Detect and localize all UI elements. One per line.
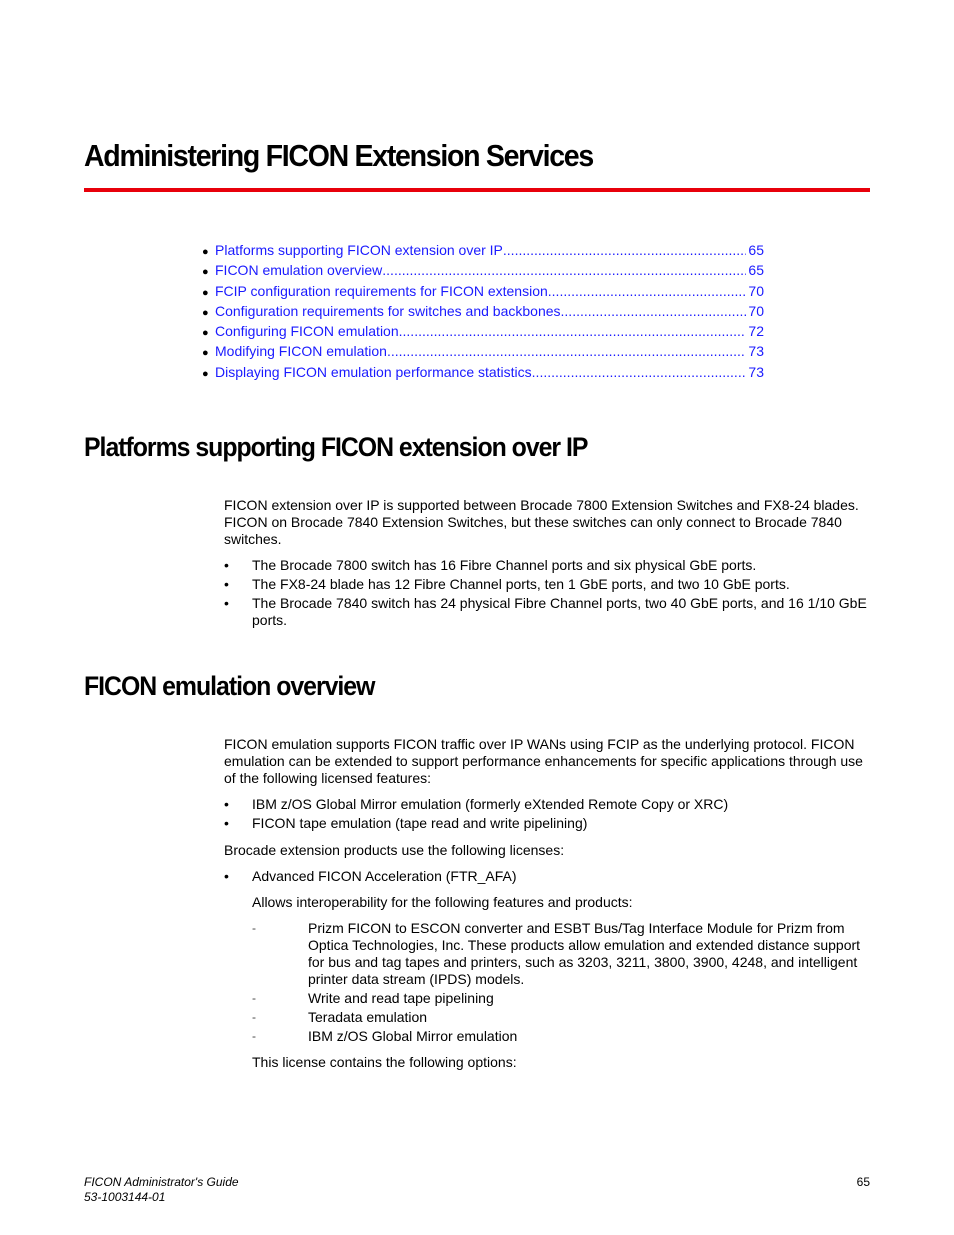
toc-bullet: ● xyxy=(202,246,209,258)
list-item-text: Teradata emulation xyxy=(308,1009,428,1025)
dash-marker: - xyxy=(252,1010,256,1024)
list-item xyxy=(224,557,870,574)
toc-entry-page[interactable]: 73 xyxy=(748,363,764,380)
footer-guide-title: FICON Administrator's Guide xyxy=(84,1175,239,1189)
list-item xyxy=(224,595,870,629)
footer-page-number: 65 xyxy=(856,1175,870,1189)
list-item-text: The Brocade 7800 switch has 16 Fibre Channel ports and six physical GbE ports. xyxy=(252,557,757,573)
list-item-text: The Brocade 7840 switch has 24 physical Fibre Channel ports, two 40 GbE ports, and 16 1/10 GbE ports. xyxy=(252,595,867,628)
toc-entry[interactable] xyxy=(202,341,764,361)
list-item xyxy=(252,1009,870,1026)
bullet-marker: • xyxy=(224,576,229,592)
page-footer xyxy=(84,1175,870,1205)
toc-entry[interactable] xyxy=(202,301,764,321)
section-title-platforms: Platforms supporting FICON extension over IP xyxy=(84,432,588,462)
toc-bullet: ● xyxy=(202,327,209,340)
section-emulation-intro: FICON emulation supports FICON traffic over IP WANs using FCIP as the underlying protocol. FICON emulation can be extended to support performance enhancements for specific applications through use of the following licensed features: xyxy=(224,736,863,786)
license-name: Advanced FICON Acceleration (FTR_AFA) xyxy=(252,868,517,884)
toc-entry-label[interactable]: Platforms supporting FICON extension over IP xyxy=(215,242,503,258)
list-item-text: IBM z/OS Global Mirror emulation (formerly eXtended Remote Copy or XRC) xyxy=(252,796,729,812)
toc-bullet: ● xyxy=(202,306,209,319)
toc-entry-page[interactable]: 73 xyxy=(748,343,764,360)
list-item xyxy=(252,1028,870,1045)
dash-marker: - xyxy=(252,921,256,935)
dash-marker: - xyxy=(252,1029,256,1043)
toc-entry[interactable] xyxy=(202,240,764,260)
footer-doc-number: 53-1003144-01 xyxy=(84,1190,166,1204)
bullet-marker: • xyxy=(224,595,229,611)
dash-marker: - xyxy=(252,991,256,1005)
list-item xyxy=(252,920,870,988)
list-item-text: Write and read tape pipelining xyxy=(308,990,494,1006)
license-description: Allows interoperability for the following features and products: xyxy=(252,894,633,910)
list-item xyxy=(224,868,870,885)
toc-entry-page[interactable]: 65 xyxy=(748,242,764,258)
toc-entry-page[interactable]: 70 xyxy=(748,282,764,299)
options-intro: This license contains the following options: xyxy=(252,1054,517,1070)
toc-entry-label[interactable]: FCIP configuration requirements for FICON extension xyxy=(215,282,548,299)
toc-bullet: ● xyxy=(202,266,209,279)
bullet-marker: • xyxy=(224,796,229,812)
toc-entry[interactable] xyxy=(202,321,764,341)
toc-entry[interactable] xyxy=(202,281,764,301)
toc-bullet: ● xyxy=(202,347,209,360)
chapter-title: Administering FICON Extension Services xyxy=(84,138,593,173)
list-item xyxy=(224,576,870,593)
toc-bullet: ● xyxy=(202,367,209,380)
toc-entry-label[interactable]: Modifying FICON emulation xyxy=(215,343,387,360)
bullet-marker: • xyxy=(224,557,229,573)
bullet-marker: • xyxy=(224,815,229,831)
section-title-emulation-overview: FICON emulation overview xyxy=(84,671,375,701)
toc-entry-page[interactable]: 72 xyxy=(748,323,764,340)
section-platforms-intro: FICON extension over IP is supported between Brocade 7800 Extension Switches and FX8-24 blades. FICON on Brocade 7840 Extension Switches, but these switches can only connect to Brocade 7840 switches. xyxy=(224,497,859,547)
bullet-marker: • xyxy=(224,868,229,884)
chapter-toc xyxy=(202,240,764,382)
toc-entry[interactable] xyxy=(202,260,764,280)
toc-bullet: ● xyxy=(202,286,209,299)
toc-entry-label[interactable]: Configuring FICON emulation xyxy=(215,323,399,340)
toc-entry-page[interactable]: 65 xyxy=(748,262,764,279)
list-item-text: IBM z/OS Global Mirror emulation xyxy=(308,1028,518,1044)
toc-entry-label[interactable]: FICON emulation overview xyxy=(215,262,383,279)
chapter-title-rule xyxy=(84,188,870,192)
toc-entry-label[interactable]: Displaying FICON emulation performance statistics xyxy=(215,363,532,380)
list-item-text: Prizm FICON to ESCON converter and ESBT Bus/Tag Interface Module for Prizm from Optica Technologies, Inc. These products allow emulation and extended distance support for bus and tag tapes and printers, such as 3203, 3211, 3800, 3900, 4248, and intelligent printer data stream (IPDS) models. xyxy=(308,920,861,987)
toc-entry[interactable] xyxy=(202,362,764,382)
toc-entry-label[interactable]: Configuration requirements for switches and backbones xyxy=(215,302,561,319)
list-item xyxy=(224,815,870,832)
list-item xyxy=(252,990,870,1007)
licenses-intro: Brocade extension products use the following licenses: xyxy=(224,842,565,858)
toc-entry-page[interactable]: 70 xyxy=(748,302,764,319)
list-item xyxy=(224,796,870,813)
list-item-text: The FX8-24 blade has 12 Fibre Channel ports, ten 1 GbE ports, and two 10 GbE ports. xyxy=(252,576,790,592)
list-item-text: FICON tape emulation (tape read and write pipelining) xyxy=(252,815,588,831)
